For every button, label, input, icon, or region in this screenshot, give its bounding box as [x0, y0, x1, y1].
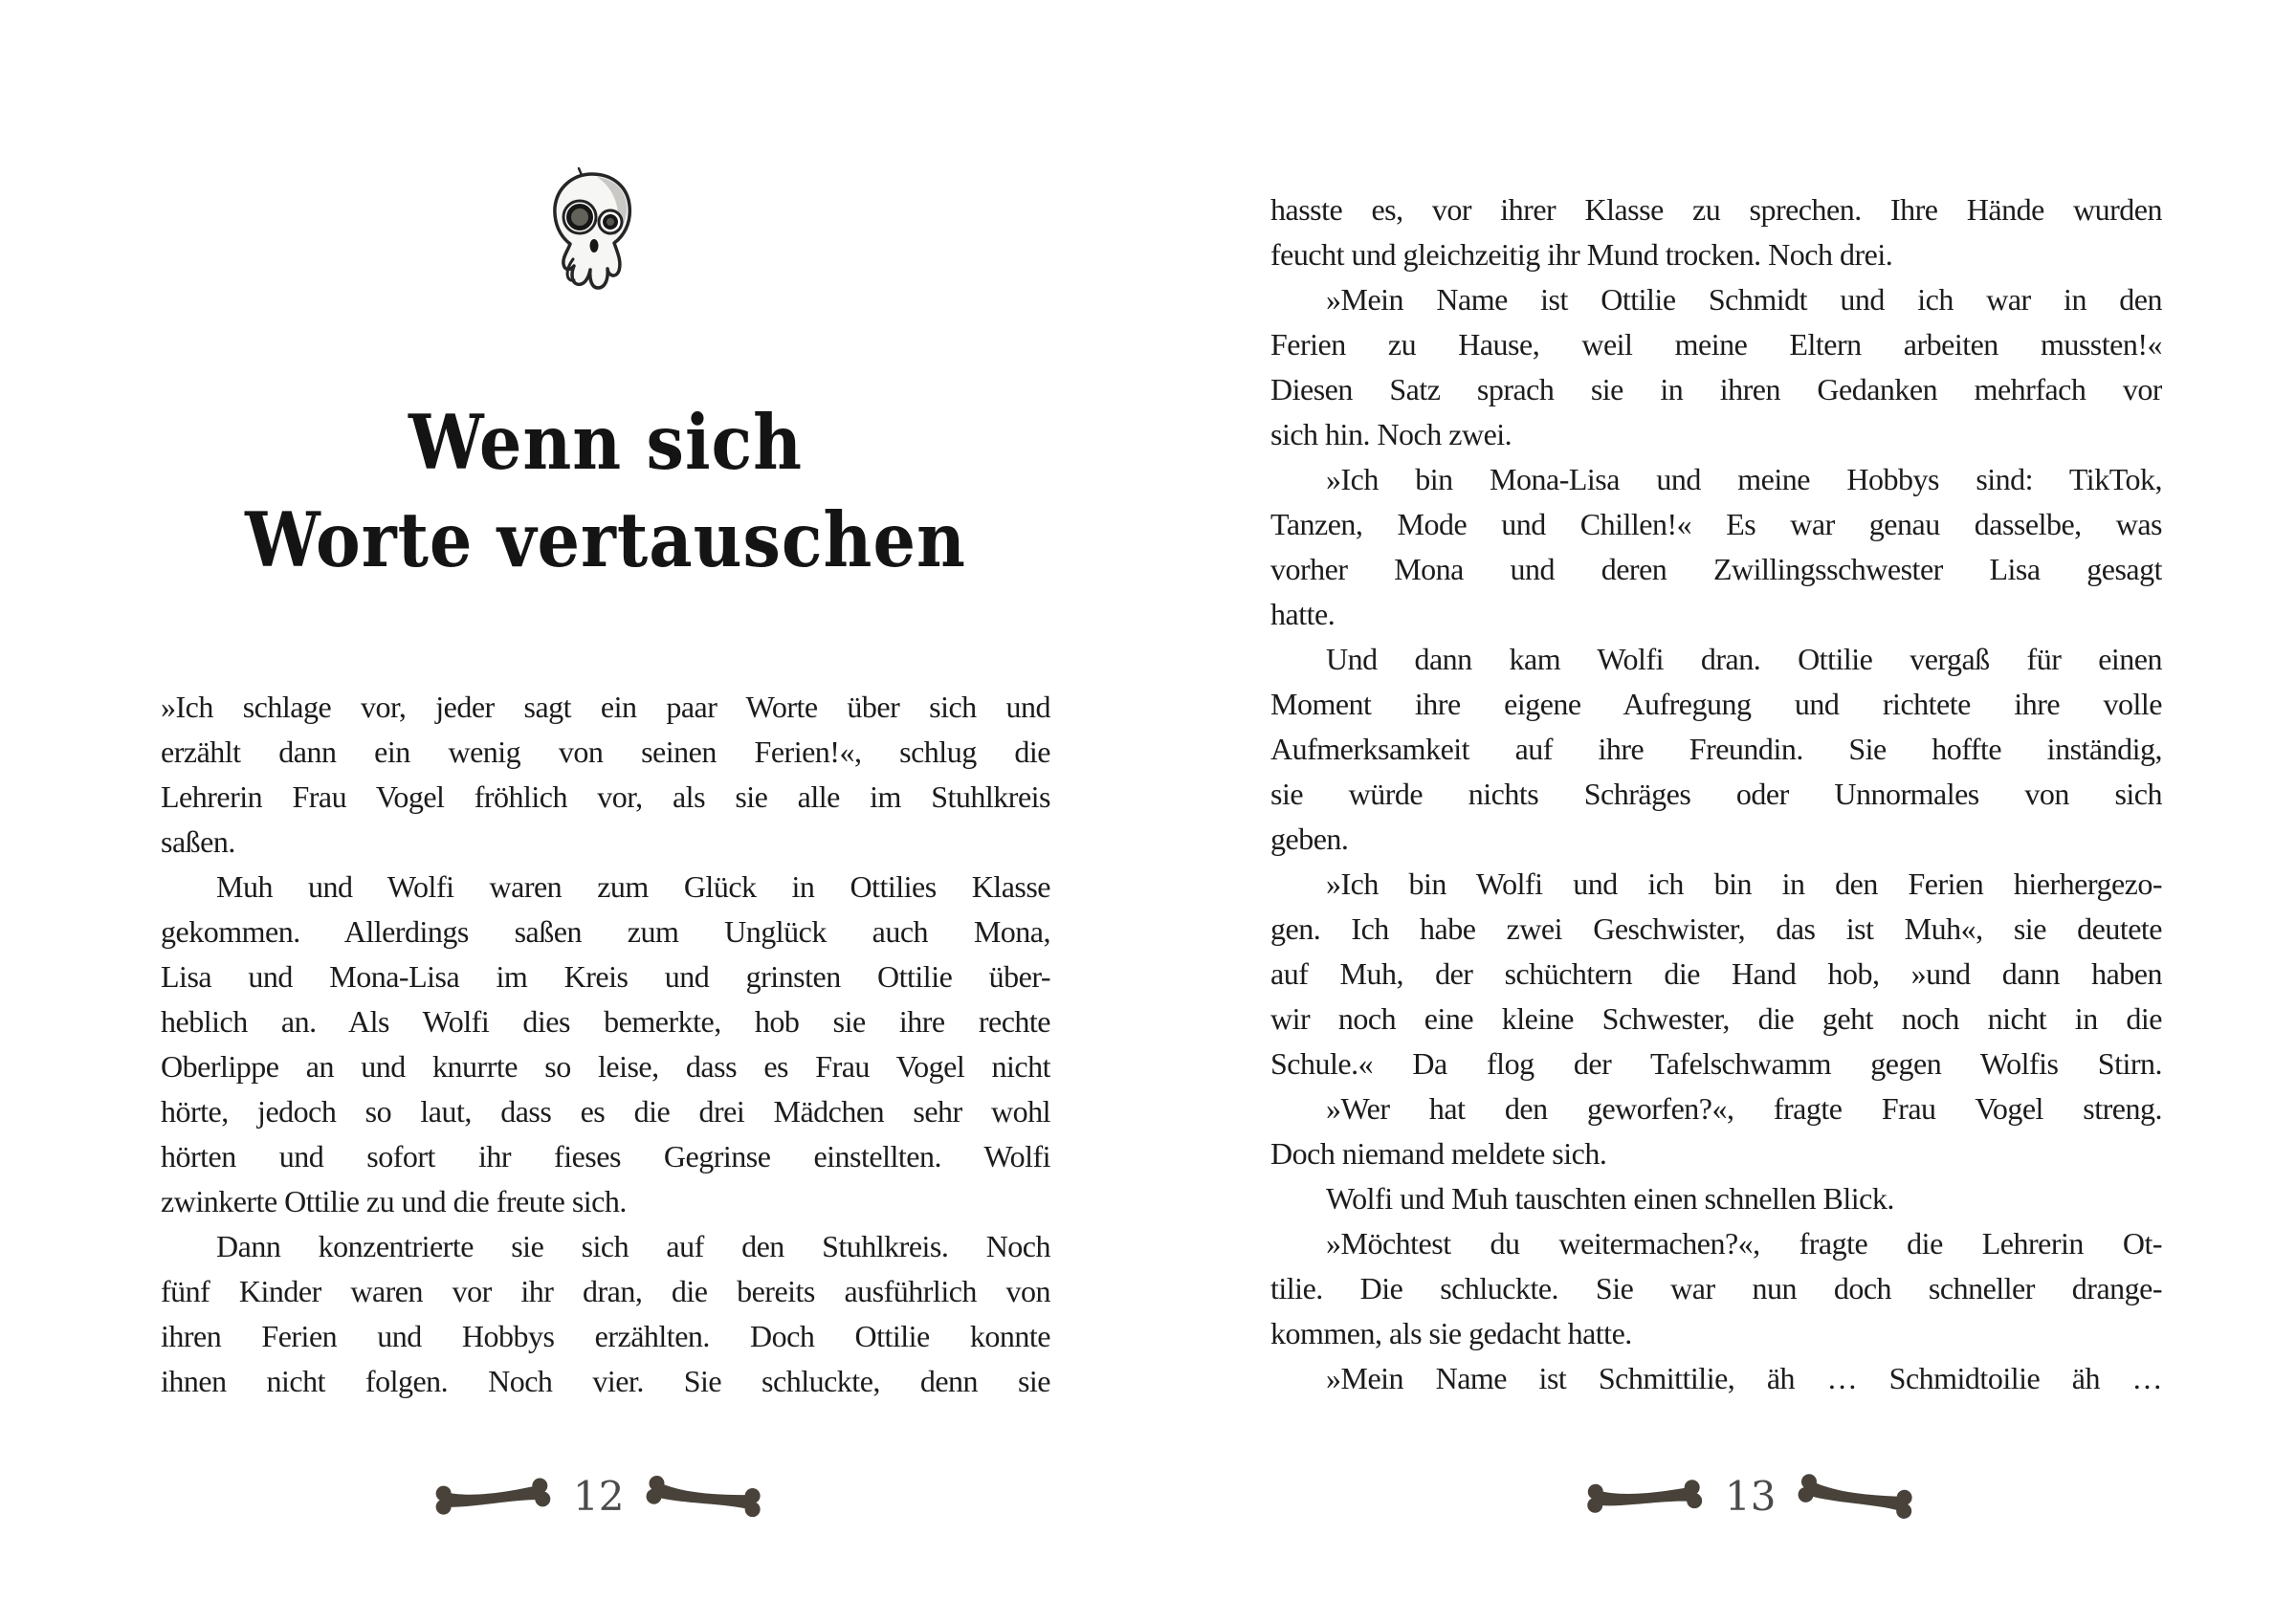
bone-icon [1795, 1467, 1918, 1527]
text-line: Oberlippe an und knurrte so leise, dass es Frau Vogel nicht [161, 1049, 1050, 1084]
text-line: sich hin. Noch zwei. [1270, 417, 1512, 451]
text-line: »Möchtest du weitermachen?«, fragte die Lehrerin Ot- [1326, 1226, 2162, 1261]
text-line: »Ich schlage vor, jeder sagt ein paar Worte über sich und [161, 690, 1050, 724]
text-line: Tanzen, Mode und Chillen!« Es war genau dasselbe, was [1270, 507, 2162, 541]
text-line: Ferien zu Hause, weil meine Eltern arbeiten mussten!« [1270, 327, 2162, 362]
text-line: Wolfi und Muh tauschten einen schnellen Blick. [1326, 1181, 1894, 1216]
text-line: »Ich bin Wolfi und ich bin in den Ferien hierhergezo- [1326, 866, 2162, 901]
page-footer-left [433, 1467, 763, 1526]
chapter-title-line-2: Worte vertauschen [245, 494, 966, 584]
bone-icon [1584, 1475, 1704, 1519]
text-line: »Wer hat den geworfen?«, fragte Frau Vogel streng. [1326, 1091, 2162, 1126]
text-line: »Mein Name ist Ottilie Schmidt und ich war in den [1326, 282, 2162, 317]
text-line: ihnen nicht folgen. Noch vier. Sie schluckte, denn sie [161, 1364, 1050, 1398]
text-line: hasste es, vor ihrer Klasse zu sprechen. Ihre Hände wurden [1270, 192, 2162, 227]
text-line: Lehrerin Frau Vogel fröhlich vor, als sie alle im Stuhlkreis [161, 779, 1050, 814]
page-right [1270, 0, 2162, 1623]
text-line: sie würde nichts Schräges oder Unnormales von sich [1270, 777, 2162, 811]
text-line: tilie. Die schluckte. Sie war nun doch schneller drange- [1270, 1271, 2162, 1305]
text-line: saßen. [161, 824, 235, 859]
body-text-left [161, 685, 1050, 1404]
text-line: hatte. [1270, 597, 1336, 631]
skull-icon [547, 166, 637, 291]
text-line: erzählt dann ein wenig von seinen Ferien!«, schlug die [161, 735, 1050, 769]
text-line: Schule.« Da flog der Tafelschwamm gegen Wolfis Stirn. [1270, 1046, 2162, 1081]
bone-icon [643, 1469, 766, 1525]
chapter-title [161, 394, 1050, 589]
text-line: Lisa und Mona-Lisa im Kreis und grinsten Ottilie über- [161, 959, 1050, 994]
text-line: »Mein Name ist Schmittilie, äh … Schmidtoilie äh … [1326, 1361, 2162, 1395]
page-number: 13 [1725, 1473, 1777, 1520]
text-line: kommen, als sie gedacht hatte. [1270, 1316, 1632, 1350]
text-line: Und dann kam Wolfi dran. Ottilie vergaß für einen [1326, 642, 2162, 676]
text-line: hörte, jedoch so laut, dass es die drei Mädchen sehr wohl [161, 1094, 1050, 1129]
bone-icon [432, 1473, 554, 1522]
text-line: Muh und Wolfi waren zum Glück in Ottilies Klasse [216, 869, 1050, 904]
text-line: heblich an. Als Wolfi dies bemerkte, hob sie ihre rechte [161, 1004, 1050, 1039]
chapter-title-line-1: Wenn sich [408, 397, 804, 487]
text-line: Moment ihre eigene Aufregung und richtete ihre volle [1270, 687, 2162, 721]
text-line: Aufmerksamkeit auf ihre Freundin. Sie hoffte inständig, [1270, 732, 2162, 766]
text-line: hörten und sofort ihr fieses Gegrinse einstellten. Wolfi [161, 1139, 1050, 1173]
text-line: vorher Mona und deren Zwillingsschwester Lisa gesagt [1270, 552, 2162, 586]
text-line: zwinkerte Ottilie zu und die freute sich. [161, 1184, 627, 1218]
page-footer-right [1585, 1467, 1915, 1526]
text-line: wir noch eine kleine Schwester, die geht noch nicht in die [1270, 1001, 2162, 1036]
page-left [161, 0, 1050, 1623]
text-line: Dann konzentrierte sie sich auf den Stuhlkreis. Noch [216, 1229, 1050, 1263]
text-line: fünf Kinder waren vor ihr dran, die bereits ausführlich von [161, 1274, 1050, 1308]
text-line: auf Muh, der schüchtern die Hand hob, »und dann haben [1270, 956, 2162, 991]
page-number: 12 [573, 1473, 625, 1520]
text-line: geben. [1270, 822, 1349, 856]
text-line: Diesen Satz sprach sie in ihren Gedanken mehrfach vor [1270, 372, 2162, 406]
text-line: ihren Ferien und Hobbys erzählten. Doch Ottilie konnte [161, 1319, 1050, 1353]
text-line: gen. Ich habe zwei Geschwister, das ist Muh«, sie deutete [1270, 911, 2162, 946]
body-text-right [1270, 187, 2162, 1401]
text-line: feucht und gleichzeitig ihr Mund trocken. Noch drei. [1270, 237, 1893, 272]
text-line: Doch niemand meldete sich. [1270, 1136, 1607, 1171]
text-line: »Ich bin Mona-Lisa und meine Hobbys sind: TikTok, [1326, 462, 2162, 496]
text-line: gekommen. Allerdings saßen zum Unglück auch Mona, [161, 914, 1050, 949]
